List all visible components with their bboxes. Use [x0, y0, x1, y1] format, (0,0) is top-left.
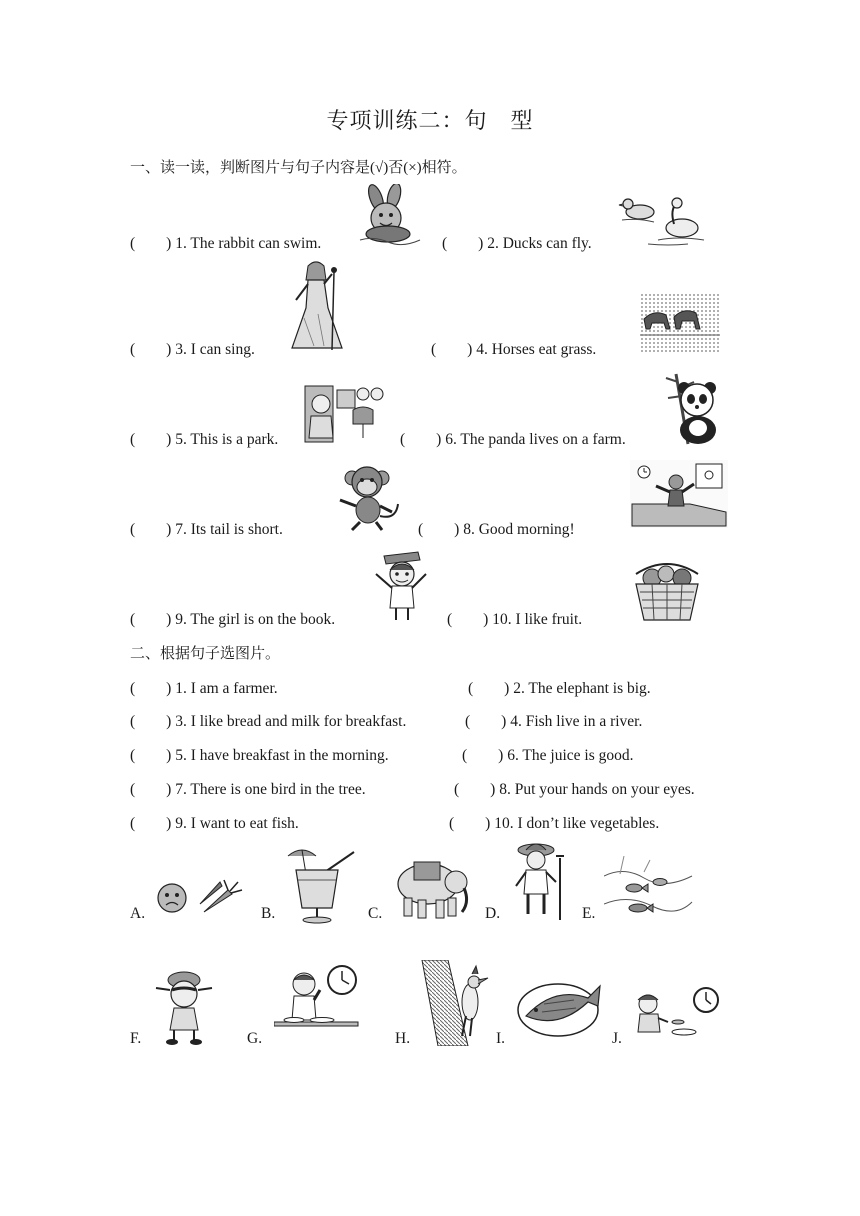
farmer-icon [510, 838, 570, 922]
s1-question-1: ( ) 1. The rabbit can swim. [130, 235, 322, 252]
s1-question-7: ( ) 7. Its tail is short. [130, 521, 283, 538]
s2-question-8: ( ) 8. Put your hands on your eyes. [454, 781, 695, 798]
option-b-label: B. [261, 905, 276, 922]
option-c-label: C. [368, 905, 383, 922]
fruit-basket-icon [632, 560, 702, 624]
s2-question-6: ( ) 6. The juice is good. [462, 747, 634, 764]
s2-question-9: ( ) 9. I want to eat fish. [130, 815, 299, 832]
rabbit-icon [354, 184, 424, 246]
elephant-icon [392, 852, 472, 922]
option-e-label: E. [582, 905, 596, 922]
s2-question-4: ( ) 4. Fish live in a river. [465, 713, 643, 730]
girl-covering-eyes-icon [150, 968, 222, 1046]
park-icon [303, 380, 387, 444]
boy-eating-clock-icon [632, 986, 722, 1044]
river-fish-icon [604, 856, 694, 920]
s2-question-10: ( ) 10. I don’t like vegetables. [449, 815, 660, 832]
s1-question-4: ( ) 4. Horses eat grass. [431, 341, 597, 358]
s2-question-2: ( ) 2. The elephant is big. [468, 680, 651, 697]
bird-on-tree-icon [420, 960, 490, 1046]
section1-heading: 一、读一读，判断图片与句子内容是(√)否(×)相符。 [130, 160, 467, 176]
horses-icon [640, 293, 720, 353]
s2-question-5: ( ) 5. I have breakfast in the morning. [130, 747, 389, 764]
s1-question-10: ( ) 10. I like fruit. [447, 611, 583, 628]
page-title: 专项训练二：句 型 [326, 108, 534, 133]
s2-question-7: ( ) 7. There is one bird in the tree. [130, 781, 366, 798]
singer-icon [284, 258, 354, 354]
s1-question-9: ( ) 9. The girl is on the book. [130, 611, 336, 628]
s2-question-1: ( ) 1. I am a farmer. [130, 680, 278, 697]
girl-book-icon [368, 550, 434, 622]
option-i-label: I. [496, 1030, 506, 1047]
option-g-label: G. [247, 1030, 263, 1047]
fish-plate-icon [514, 966, 606, 1042]
monkey-icon [326, 460, 404, 532]
sad-face-carrots-icon [154, 872, 244, 920]
s1-question-8: ( ) 8. Good morning! [418, 521, 575, 538]
option-d-label: D. [485, 905, 501, 922]
s1-question-2: ( ) 2. Ducks can fly. [442, 235, 592, 252]
option-f-label: F. [130, 1030, 142, 1047]
panda-icon [654, 372, 726, 446]
option-a-label: A. [130, 905, 146, 922]
option-h-label: H. [395, 1030, 411, 1047]
juice-glass-icon [282, 844, 358, 924]
s1-question-6: ( ) 6. The panda lives on a farm. [400, 431, 626, 448]
option-j-label: J. [612, 1030, 622, 1047]
s2-question-3: ( ) 3. I like bread and milk for breakfast. [130, 713, 407, 730]
s1-question-5: ( ) 5. This is a park. [130, 431, 279, 448]
morning-bedroom-icon [630, 460, 728, 528]
ducks-icon [618, 192, 708, 248]
section2-heading: 二、根据句子选图片。 [130, 646, 281, 662]
boy-breakfast-clock-icon [274, 962, 362, 1042]
s1-question-3: ( ) 3. I can sing. [130, 341, 255, 358]
